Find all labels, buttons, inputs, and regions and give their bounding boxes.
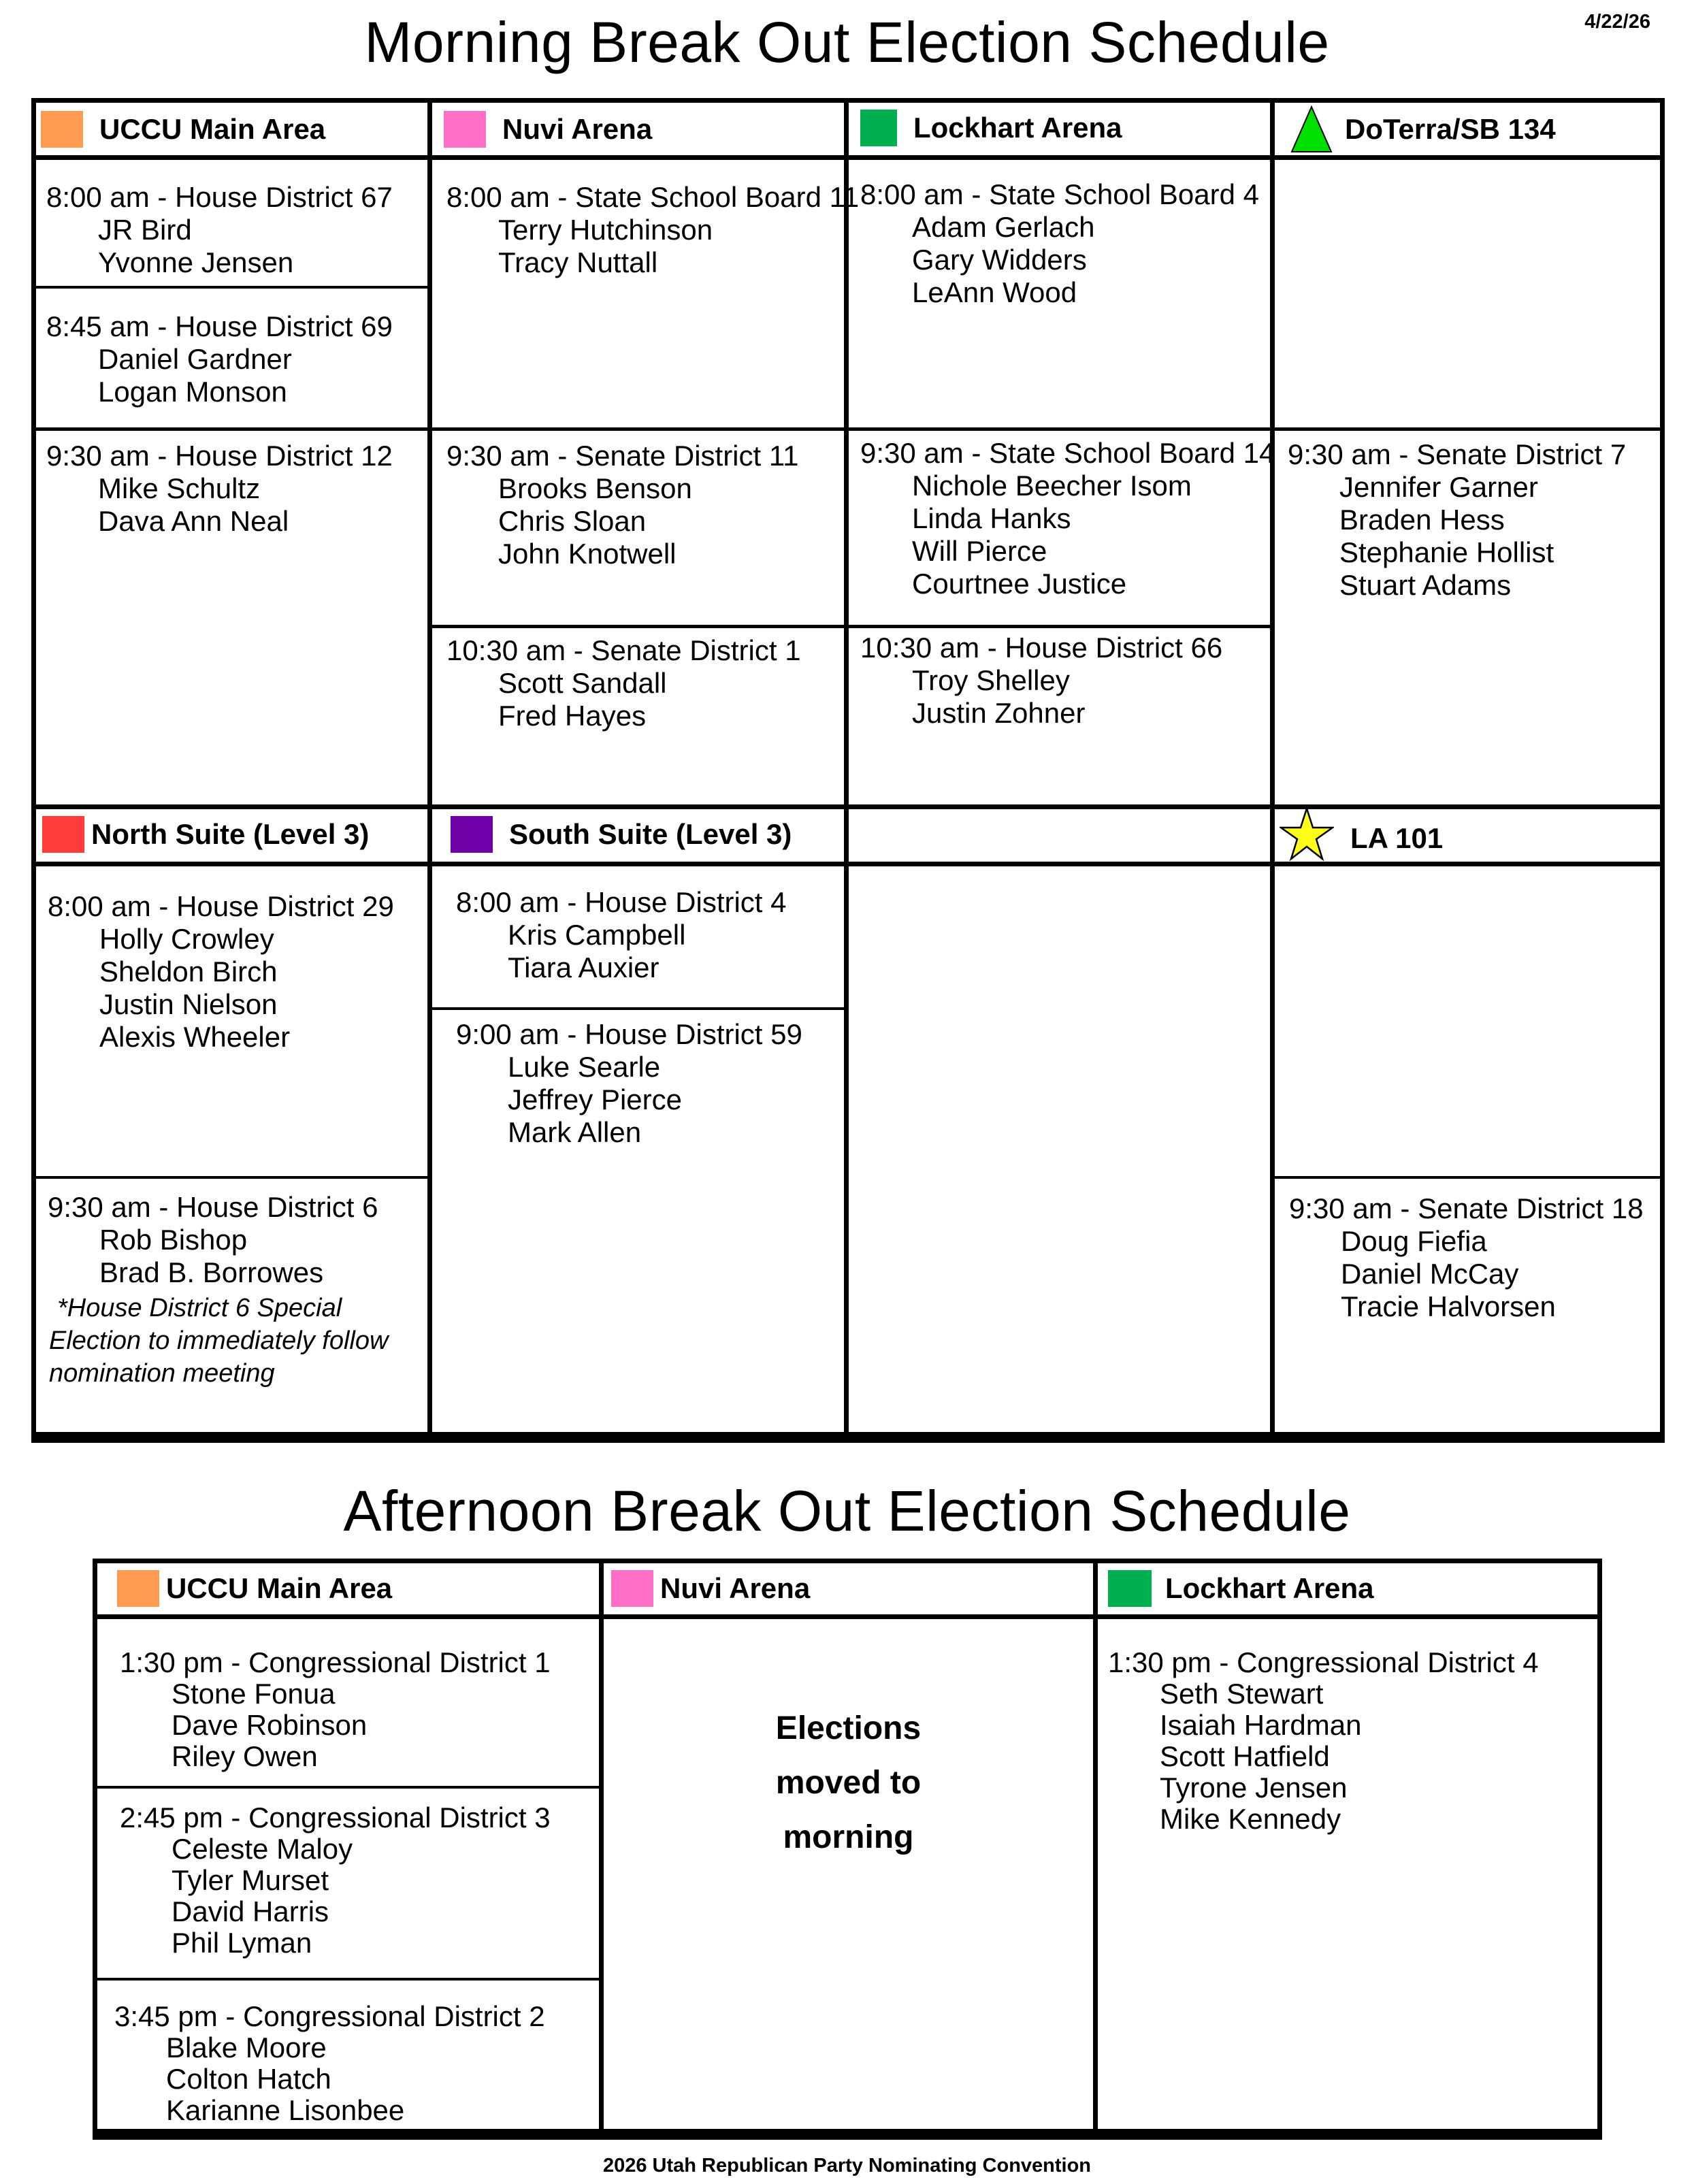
session-block	[860, 178, 1259, 309]
orange-square-icon	[41, 111, 83, 148]
candidate-name: Terry Hutchinson	[498, 214, 713, 246]
session-time: 8:00 am - House District 4	[456, 886, 787, 918]
col-divider	[427, 98, 432, 1439]
col-divider	[844, 98, 849, 1439]
session-block	[1108, 1647, 1539, 1835]
session-block	[456, 886, 787, 984]
note-line: Election to immediately follow	[49, 1326, 389, 1355]
session-time: 8:00 am - House District 29	[48, 890, 394, 922]
candidate-name: Jennifer Garner	[1339, 471, 1538, 503]
candidate-name: Colton Hatch	[166, 2063, 331, 2095]
row-rule	[31, 1176, 427, 1179]
room-name: Nuvi Arena	[502, 113, 653, 145]
candidate-name: Tracie Halvorsen	[1341, 1290, 1556, 1322]
candidate-name: Fred Hayes	[498, 700, 647, 732]
row-rule	[427, 1007, 844, 1010]
candidate-name: Linda Hanks	[912, 502, 1071, 534]
elections-moved-message	[604, 1701, 1093, 1865]
star-icon	[1280, 807, 1334, 862]
message-line: Elections	[775, 1710, 922, 1746]
session-time: 9:30 am - House District 6	[48, 1191, 378, 1223]
session-block	[446, 634, 801, 732]
candidate-name: Mike Kennedy	[1160, 1803, 1341, 1835]
session-time: 1:30 pm - Congressional District 1	[120, 1646, 551, 1678]
header-rule	[31, 862, 1665, 866]
candidate-name: Celeste Maloy	[172, 1833, 353, 1865]
candidate-name: Riley Owen	[172, 1740, 318, 1772]
candidate-name: Stephanie Hollist	[1339, 536, 1554, 568]
session-block	[48, 1191, 378, 1289]
candidate-name: Karianne Lisonbee	[166, 2094, 405, 2126]
session-time: 9:30 am - Senate District 18	[1289, 1192, 1644, 1224]
candidate-name: Daniel McCay	[1341, 1258, 1519, 1290]
candidate-name: Scott Hatfield	[1160, 1740, 1330, 1772]
candidate-name: Scott Sandall	[498, 667, 667, 699]
session-block	[46, 310, 393, 408]
session-time: 1:30 pm - Congressional District 4	[1108, 1646, 1539, 1678]
room-header-south	[451, 807, 792, 862]
session-block	[120, 1647, 551, 1772]
message-line: moved to	[775, 1765, 922, 1801]
candidate-name: Jeffrey Pierce	[508, 1083, 682, 1115]
candidate-name: Isaiah Hardman	[1160, 1709, 1362, 1741]
candidate-name: Will Pierce	[912, 535, 1047, 567]
candidate-name: David Harris	[172, 1895, 329, 1927]
candidate-name: Chris Sloan	[498, 505, 647, 537]
note-line: nomination meeting	[49, 1359, 275, 1388]
orange-square-icon	[117, 1570, 159, 1607]
candidate-name: Doug Fiefia	[1341, 1225, 1487, 1257]
session-block	[1289, 1192, 1644, 1323]
pink-square-icon	[611, 1570, 653, 1607]
candidate-name: JR Bird	[98, 214, 192, 246]
green-square-icon	[860, 110, 897, 146]
room-header-lockhart	[860, 101, 1122, 155]
candidate-name: LeAnn Wood	[912, 276, 1077, 308]
room-name: South Suite (Level 3)	[509, 818, 792, 850]
session-time: 3:45 pm - Congressional District 2	[114, 2000, 545, 2032]
room-header-la101	[1280, 807, 1443, 862]
candidate-name: Mark Allen	[508, 1116, 642, 1148]
candidate-name: Brad B. Borrowes	[99, 1256, 324, 1288]
row-rule	[93, 1786, 599, 1789]
candidate-name: Stuart Adams	[1339, 569, 1512, 601]
room-name: Lockhart Arena	[1165, 1572, 1374, 1604]
room-name: Nuvi Arena	[660, 1572, 811, 1604]
purple-square-icon	[451, 816, 493, 853]
candidate-name: Brooks Benson	[498, 472, 692, 504]
candidate-name: Tyrone Jensen	[1160, 1772, 1348, 1804]
session-block	[46, 440, 393, 538]
room-name: Lockhart Arena	[913, 112, 1122, 144]
session-time: 8:00 am - House District 67	[46, 181, 393, 213]
session-time: 9:30 am - Senate District 7	[1288, 438, 1627, 470]
session-block	[120, 1802, 551, 1959]
candidate-name: Holly Crowley	[99, 923, 274, 955]
session-time: 9:00 am - House District 59	[456, 1018, 802, 1050]
session-block	[456, 1018, 802, 1149]
session-block	[860, 437, 1275, 600]
session-block	[1288, 438, 1626, 602]
candidate-name: Justin Nielson	[99, 988, 278, 1020]
green-square-icon	[1108, 1570, 1152, 1607]
row-rule	[427, 625, 1270, 628]
session-block	[446, 440, 798, 570]
document-date: 4/22/26	[1584, 11, 1650, 33]
candidate-name: Adam Gerlach	[912, 211, 1095, 243]
candidate-name: Alexis Wheeler	[99, 1021, 291, 1053]
session-time: 10:30 am - Senate District 1	[446, 634, 801, 666]
session-time: 10:30 am - House District 66	[860, 632, 1223, 664]
candidate-name: Courtnee Justice	[912, 568, 1127, 600]
session-time: 9:30 am - Senate District 11	[446, 440, 799, 472]
candidate-name: Mike Schultz	[98, 472, 261, 504]
room-header-lockhart	[1108, 1561, 1374, 1616]
candidate-name: Troy Shelley	[912, 664, 1070, 696]
room-header-uccu	[117, 1561, 392, 1616]
session-block	[48, 890, 394, 1054]
session-time: 2:45 pm - Congressional District 3	[120, 1802, 551, 1833]
candidate-name: Tyler Murset	[172, 1864, 329, 1896]
candidate-name: Stone Fonua	[172, 1678, 336, 1710]
session-block	[114, 2001, 545, 2126]
col-divider	[599, 1559, 604, 2134]
session-block	[46, 181, 393, 279]
room-name: DoTerra/SB 134	[1345, 113, 1556, 145]
room-name: North Suite (Level 3)	[91, 818, 370, 850]
triangle-icon	[1290, 105, 1333, 153]
afternoon-title: Afternoon Break Out Election Schedule	[343, 1479, 1351, 1543]
room-name: LA 101	[1350, 822, 1444, 854]
session-time: 9:30 am - House District 12	[46, 440, 393, 472]
row-rule	[93, 1978, 599, 1981]
room-header-doterra	[1290, 102, 1556, 157]
candidate-name: Seth Stewart	[1160, 1678, 1324, 1710]
room-name: UCCU Main Area	[99, 113, 326, 145]
candidate-name: Tiara Auxier	[508, 951, 659, 983]
room-header-uccu	[41, 102, 325, 157]
candidate-name: Justin Zohner	[912, 697, 1086, 729]
session-time: 8:45 am - House District 69	[46, 310, 393, 342]
candidate-name: Dave Robinson	[172, 1709, 368, 1741]
room-header-nuvi	[611, 1561, 810, 1616]
candidate-name: Sheldon Birch	[99, 956, 278, 988]
note-line: *House District 6 Special	[57, 1294, 342, 1322]
room-header-north	[42, 807, 369, 862]
col-divider	[1270, 98, 1275, 1439]
candidate-name: Yvonne Jensen	[98, 246, 294, 278]
row-rule	[31, 427, 1665, 431]
session-block	[860, 632, 1222, 730]
room-header-nuvi	[444, 102, 652, 157]
candidate-name: Braden Hess	[1339, 504, 1505, 536]
session-block	[446, 181, 859, 279]
candidate-name: Tracy Nuttall	[498, 246, 658, 278]
col-divider	[1093, 1559, 1098, 2134]
candidate-name: Logan Monson	[98, 376, 287, 408]
message-line: morning	[783, 1819, 914, 1855]
candidate-name: Kris Campbell	[508, 919, 686, 951]
candidate-name: Nichole Beecher Isom	[912, 470, 1192, 502]
candidate-name: Dava Ann Neal	[98, 505, 289, 537]
special-election-note	[49, 1292, 388, 1390]
session-time: 8:00 am - State School Board 11	[446, 181, 860, 213]
session-time: 9:30 am - State School Board 14	[860, 437, 1275, 469]
candidate-name: Daniel Gardner	[98, 343, 292, 375]
session-time: 8:00 am - State School Board 4	[860, 178, 1260, 210]
red-square-icon	[42, 816, 84, 853]
candidate-name: Blake Moore	[166, 2032, 327, 2064]
row-rule	[1270, 1176, 1665, 1179]
candidate-name: John Knotwell	[498, 538, 677, 570]
row-rule	[31, 286, 427, 289]
afternoon-bottom-rule	[93, 2129, 1602, 2140]
room-name: UCCU Main Area	[166, 1572, 393, 1604]
candidate-name: Gary Widders	[912, 244, 1087, 276]
candidate-name: Luke Searle	[508, 1051, 661, 1083]
morning-title: Morning Break Out Election Schedule	[364, 10, 1330, 74]
candidate-name: Rob Bishop	[99, 1224, 248, 1256]
footer-text: 2026 Utah Republican Party Nominating Convention	[602, 2155, 1092, 2177]
pink-square-icon	[444, 111, 486, 148]
candidate-name: Phil Lyman	[172, 1927, 312, 1959]
